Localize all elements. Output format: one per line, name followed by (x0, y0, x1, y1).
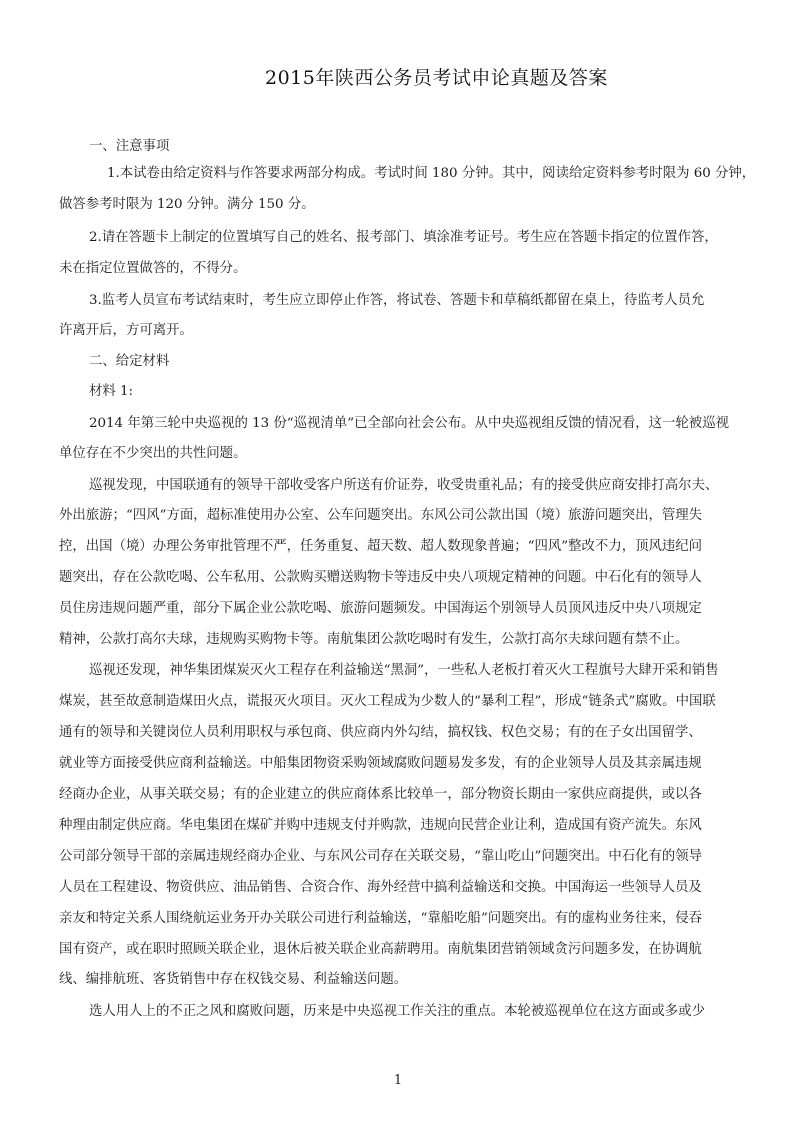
text-line: 控，出国（境）办理公务审批管理不严，任务重复、超天数、超人数现象普遍；“四风”整改不力，顶风违纪问 (59, 539, 703, 554)
page-number: 1 (393, 1073, 403, 1088)
text-line: 公司部分领导干部的亲属违规经商办企业、与东风公司存在关联交易，“靠山吃山”问题突出。中石化有的领导 (59, 849, 703, 864)
text-line: 种理由制定供应商。华电集团在煤矿并购中违规支付并购款，违规向民营企业让利，造成国有资产流失。东风 (59, 818, 702, 833)
text-line: 国有资产，或在职时照顾关联企业，退休后被关联企业高薪聘用。南航集团营销领域贪污问题多发，在协调航 (59, 942, 702, 957)
text-line: 2.请在答题卡上制定的位置填写自己的姓名、报考部门、填涂准考证号。考生应在答题卡指定的位置作答， (89, 230, 718, 245)
text-line: 单位存在不少突出的共性问题。 (59, 446, 247, 461)
section-heading-notes: 一、注意事项 (89, 139, 170, 154)
text-line: 线、编排航班、客货销售中存在权钱交易、利益输送问题。 (59, 972, 408, 987)
text-line: 通有的领导和关键岗位人员利用职权与承包商、供应商内外勾结，搞权钱、权色交易；有的在子女出国留学、 (59, 725, 702, 740)
text-line: 经商办企业，从事关联交易；有的企业建立的供应商体系比较单一，部分物资长期由一家供应商提供，或以各 (59, 787, 702, 802)
text-line: 煤炭，甚至故意制造煤田火点，谎报灭火项目。灭火工程成为少数人的“暴利工程”，形成“链条式”腐败。中国联 (59, 694, 716, 709)
text-line: 人员在工程建设、物资供应、油品销售、合资合作、海外经营中搞利益输送和交换。中国海运一些领导人员及 (59, 880, 702, 895)
text-line: 未在指定位置做答的，不得分。 (59, 261, 247, 276)
section-heading-materials: 二、给定材料 (89, 354, 170, 369)
text-line: 外出旅游；“四风”方面，超标准使用办公室、公车问题突出。东风公司公款出国（境）旅游问题突出，管理失 (59, 508, 703, 523)
text-line: 题突出，存在公款吃喝、公车私用、公款购买赠送购物卡等违反中央八项规定精神的问题。中石化有的领导人 (59, 570, 702, 585)
material-label: 材料 1: (89, 384, 134, 399)
text-line: 精神，公款打高尔夫球，违规购买购物卡等。南航集团公款吃喝时有发生，公款打高尔夫球问题有禁不止。 (59, 632, 689, 647)
text-line: 巡视还发现，神华集团煤炭灭火工程存在利益输送“黑洞”，一些私人老板打着灭火工程旗号大肆开采和销售 (89, 663, 719, 678)
text-line: 许离开后，方可离开。 (59, 323, 193, 338)
text-line: 3.监考人员宣布考试结束时，考生应立即停止作答，将试卷、答题卡和草稿纸都留在桌上，待监考人员允 (89, 293, 705, 308)
text-line: 选人用人上的不正之风和腐败问题，历来是中央巡视工作关注的重点。本轮被巡视单位在这方面或多或少 (89, 1004, 705, 1019)
text-line: 亲友和特定关系人围绕航运业务开办关联公司进行利益输送，“靠船吃船”问题突出。有的虚构业务往来，侵吞 (59, 911, 703, 926)
text-line: 巡视发现，中国联通有的领导干部收受客户所送有价证券，收受贵重礼品；有的接受供应商安排打高尔夫、 (89, 478, 719, 493)
text-line: 1.本试卷由给定资料与作答要求两部分构成。考试时间 180 分钟。其中，阅读给定资料参考时限为 60 分钟， (107, 166, 756, 181)
text-line: 做答参考时限为 120 分钟。满分 150 分。 (59, 197, 315, 212)
document-title: 2015年陕西公务员考试申论真题及答案 (265, 67, 608, 89)
text-line: 就业等方面接受供应商利益输送。中船集团物资采购领域腐败问题易发多发，有的企业领导人员及其亲属违规 (59, 756, 702, 771)
text-line: 2014 年第三轮中央巡视的 13 份“巡视清单”已全部向社会公布。从中央巡视组反馈的情况看，这一轮被巡视 (89, 416, 729, 431)
text-line: 员住房违规问题严重，部分下属企业公款吃喝、旅游问题频发。中国海运个别领导人员顶风违反中央八项规定 (59, 601, 702, 616)
